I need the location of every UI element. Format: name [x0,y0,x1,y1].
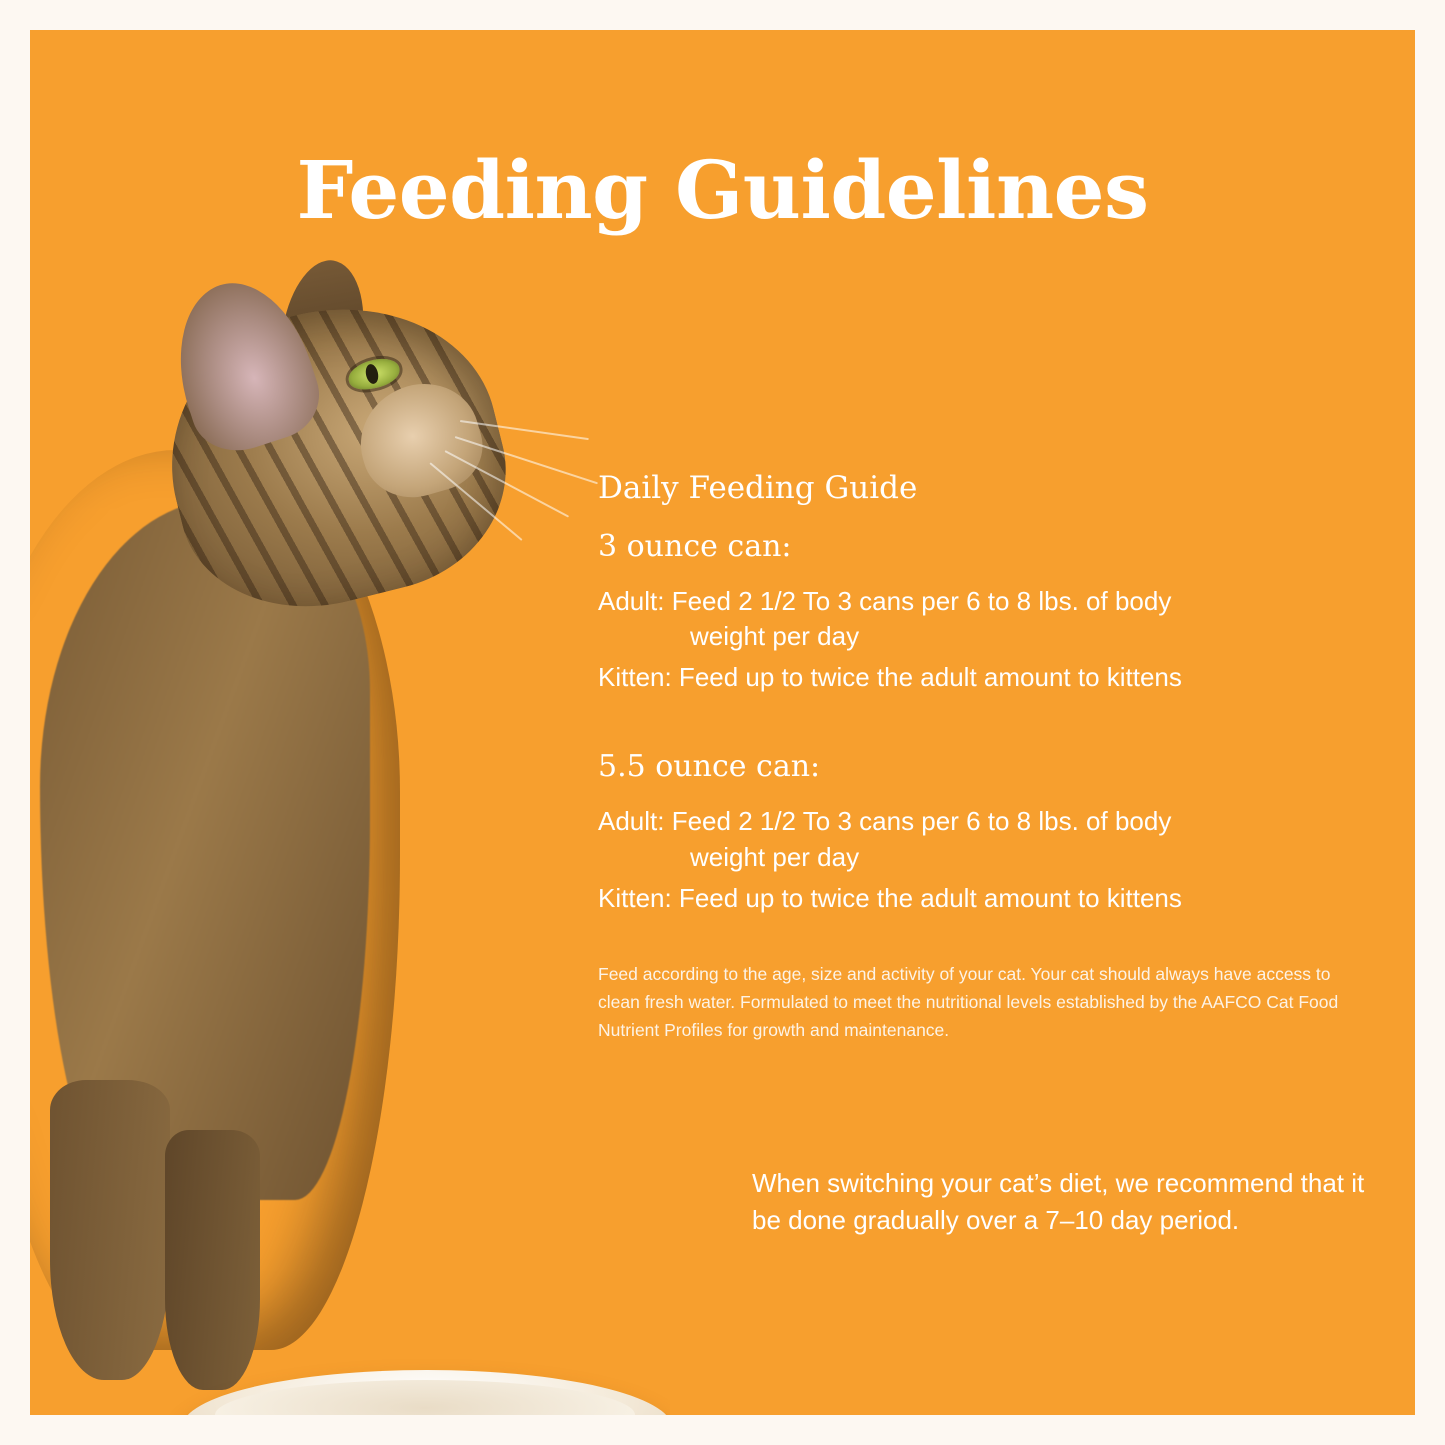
kitten-feeding-line: Kitten: Feed up to twice the adult amount to kittens [598,662,1182,693]
adult-feeding-text-cont: weight per day [690,621,860,652]
feeding-section-55oz [598,749,1368,915]
cat-photo [30,250,670,1415]
section-spacer [598,701,1368,749]
can-size-label: 5.5 ounce can: [598,749,821,785]
fineprint-text: Feed according to the age, size and activity of your cat. Your cat should always have access to clean fresh water. Formulated to meet the nutritional levels established by the AAFCO Cat Food Nutrient Profiles for growth and maintenance. [598,963,1339,1041]
page-title: Feeding Guidelines [296,143,1149,237]
daily-feeding-guide-heading: Daily Feeding Guide [598,470,918,506]
diet-switch-note: When switching your cat’s diet, we recommend that it be done gradually over a 7–10 day period. [752,1168,1365,1235]
adult-feeding-line [598,804,1368,874]
adult-feeding-text: Adult: Feed 2 1/2 To 3 cans per 6 to 8 lbs. of body [598,586,1172,617]
orange-panel [30,30,1415,1415]
adult-feeding-text: Adult: Feed 2 1/2 To 3 cans per 6 to 8 lbs. of body [598,806,1172,837]
can-size-label: 3 ounce can: [598,529,792,565]
feeding-guide-content [598,470,1368,1045]
adult-feeding-line [598,584,1368,654]
cat-back-leg [165,1130,260,1390]
feeding-section-3oz [598,529,1368,695]
cat-front-leg [50,1080,170,1380]
kitten-feeding-line: Kitten: Feed up to twice the adult amount to kittens [598,882,1182,913]
adult-feeding-text-cont: weight per day [690,841,860,872]
